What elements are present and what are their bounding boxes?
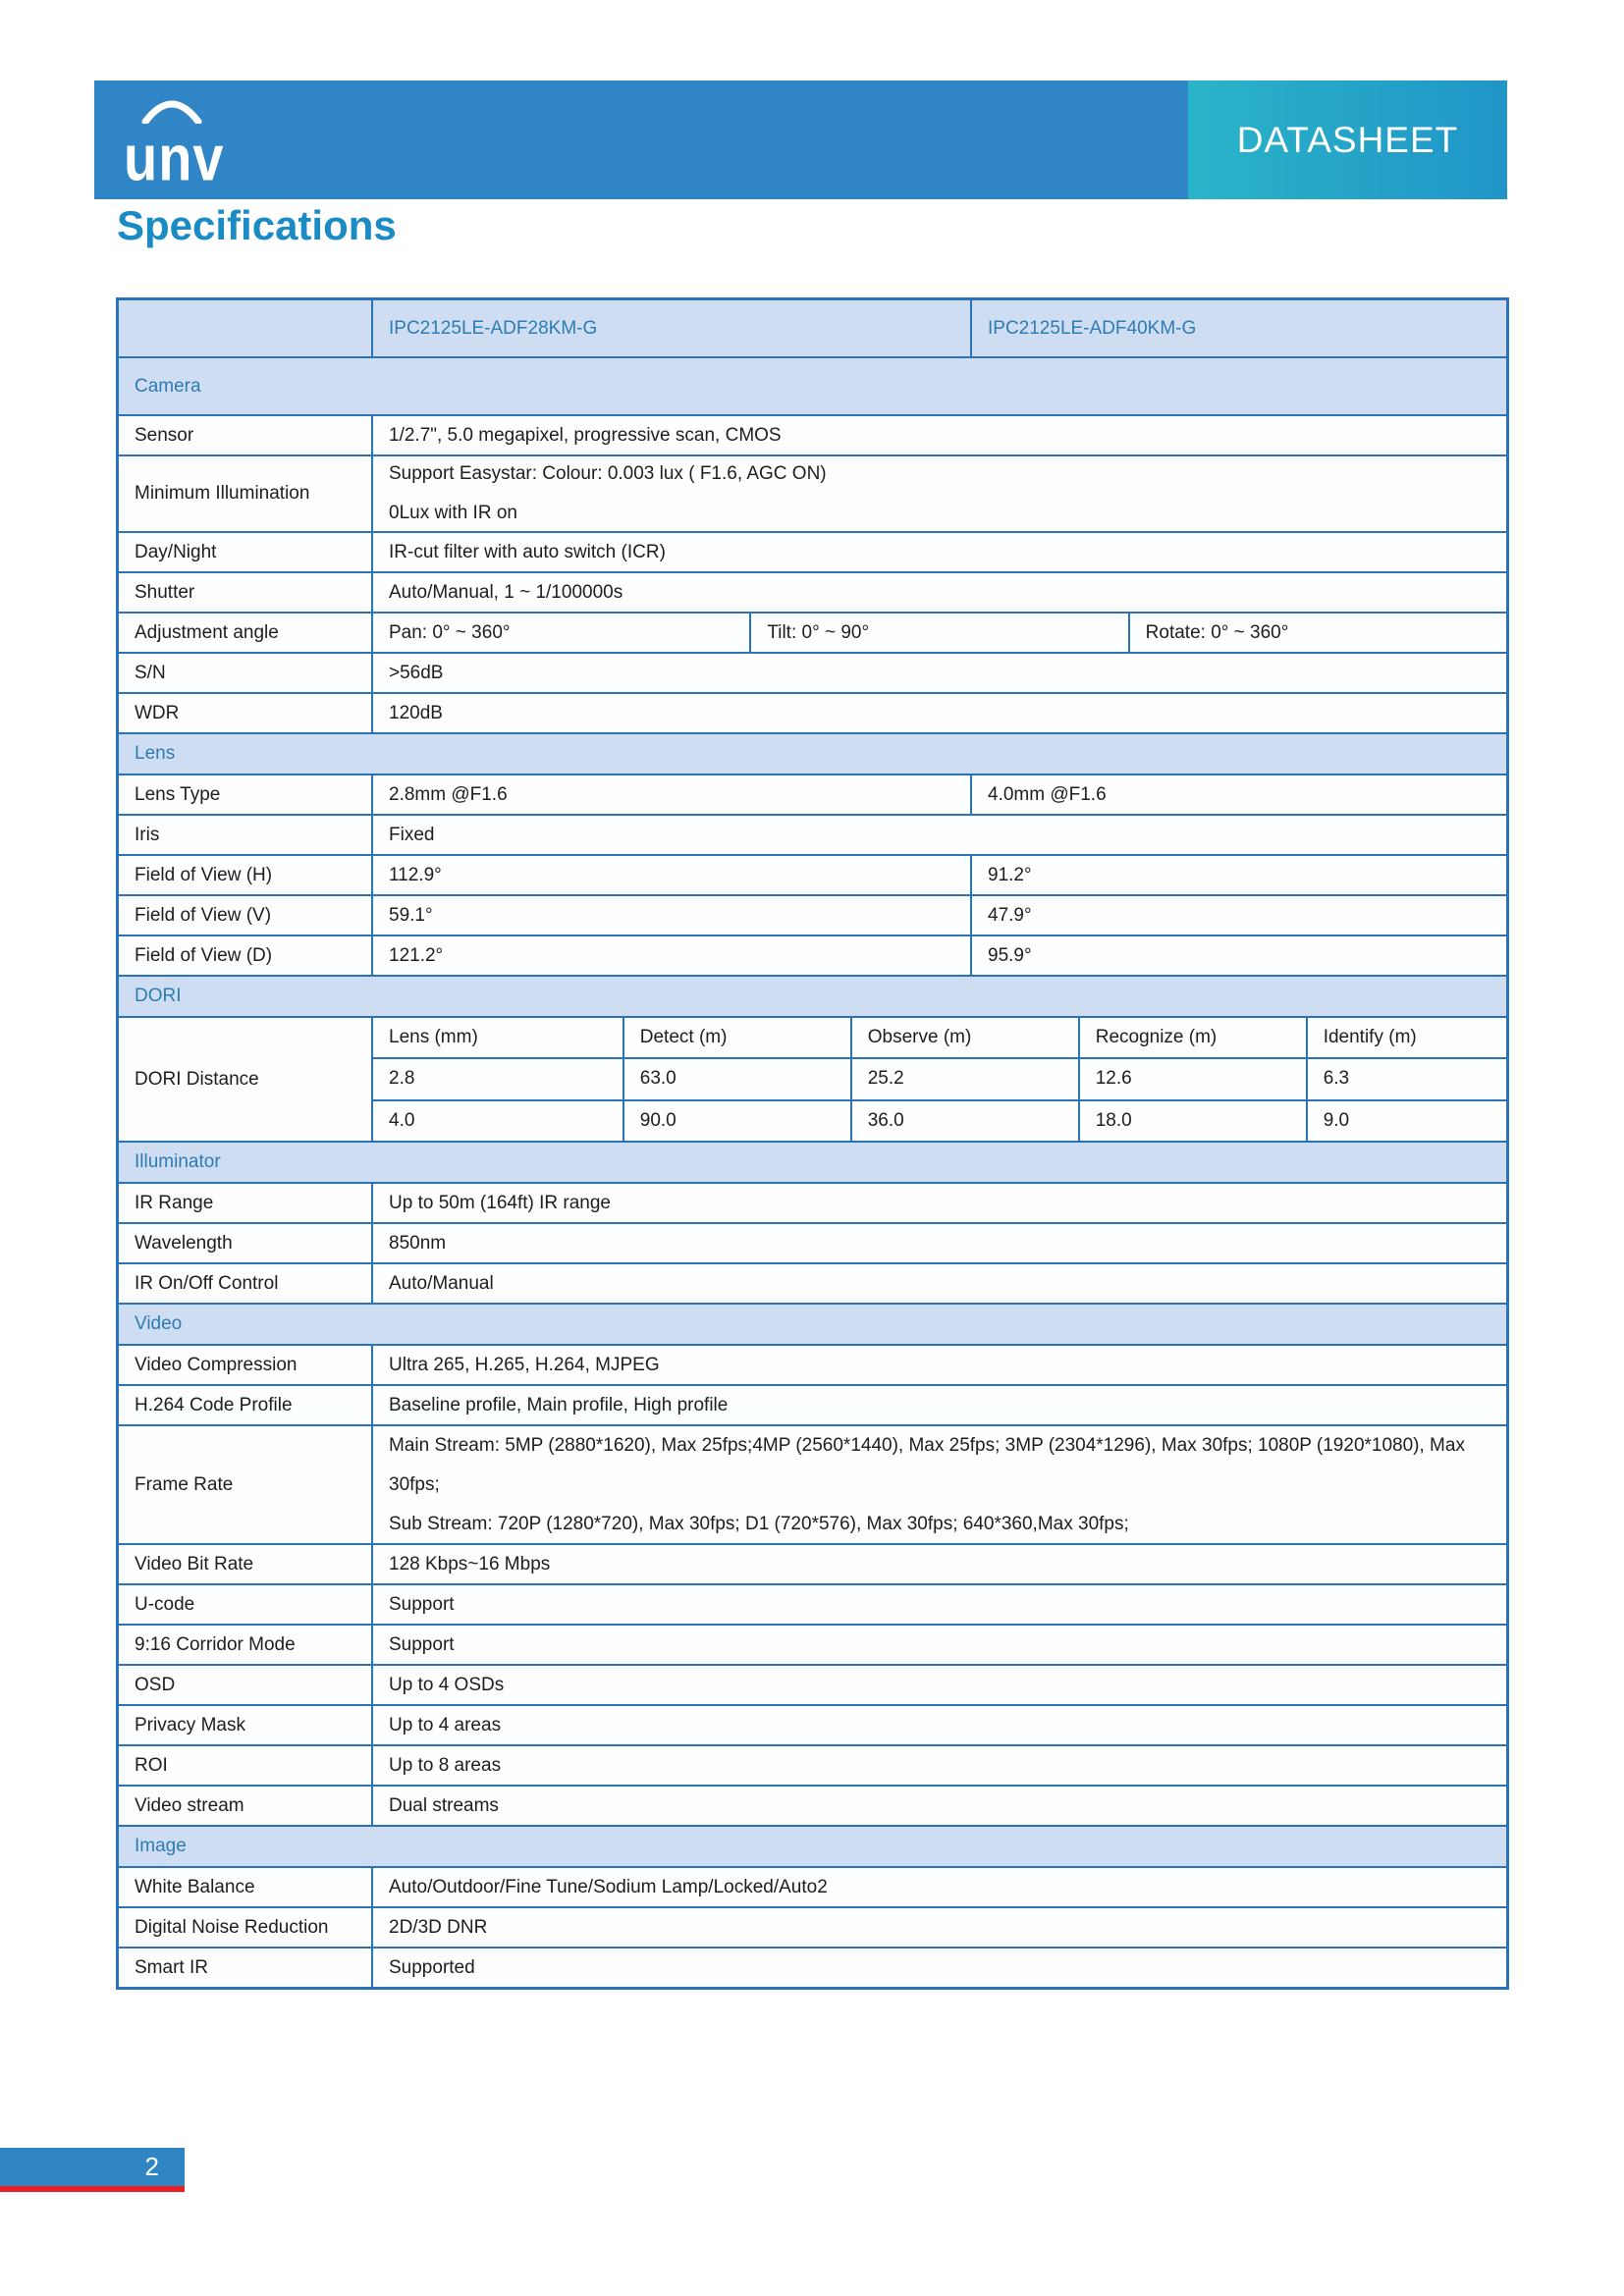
spec-label: OSD bbox=[135, 1674, 176, 1695]
row-lens-type bbox=[119, 774, 1506, 814]
row-sensor bbox=[119, 414, 1506, 454]
spec-label: IR Range bbox=[135, 1192, 214, 1213]
spec-label: Field of View (D) bbox=[135, 944, 273, 966]
row-corridor-mode bbox=[119, 1624, 1506, 1664]
spec-value-line: Sub Stream: 720P (1280*720), Max 30fps; D1 (720*576), Max 30fps; 640*360,Max 30fps; bbox=[389, 1513, 1129, 1534]
dori-cell: 25.2 bbox=[850, 1059, 1078, 1098]
dori-data-row bbox=[371, 1099, 1506, 1141]
spec-label: H.264 Code Profile bbox=[135, 1394, 293, 1415]
dori-cell: 90.0 bbox=[623, 1101, 850, 1141]
section-title: Video bbox=[135, 1313, 183, 1334]
spec-value: Auto/Manual, 1 ~ 1/100000s bbox=[371, 573, 1506, 612]
spec-value-model2: 95.9° bbox=[970, 936, 1506, 975]
row-roi bbox=[119, 1744, 1506, 1785]
spec-value-line: 0Lux with IR on bbox=[389, 503, 517, 523]
row-iris bbox=[119, 814, 1506, 854]
spec-value: Supported bbox=[371, 1949, 1506, 1987]
dori-cell: 63.0 bbox=[623, 1059, 850, 1098]
spec-value-model2: 4.0mm @F1.6 bbox=[970, 775, 1506, 814]
spec-value-model1: 112.9° bbox=[371, 856, 970, 894]
row-fov-d bbox=[119, 934, 1506, 975]
row-ir-range bbox=[119, 1182, 1506, 1222]
spec-label: Iris bbox=[135, 824, 160, 845]
model-header-empty-cell bbox=[119, 300, 371, 356]
row-osd bbox=[119, 1664, 1506, 1704]
model-header-row bbox=[119, 300, 1506, 356]
spec-value: Ultra 265, H.265, H.264, MJPEG bbox=[371, 1346, 1506, 1384]
spec-label: Frame Rate bbox=[135, 1473, 234, 1495]
spec-label: Sensor bbox=[135, 424, 194, 446]
spec-value: 850nm bbox=[371, 1224, 1506, 1262]
dori-col-header: Recognize (m) bbox=[1078, 1018, 1306, 1057]
spec-label: Privacy Mask bbox=[135, 1714, 245, 1735]
section-title: Camera bbox=[135, 375, 201, 397]
section-image bbox=[119, 1825, 1506, 1866]
page-title: Specifications bbox=[117, 202, 397, 248]
section-lens bbox=[119, 732, 1506, 774]
section-illuminator bbox=[119, 1141, 1506, 1182]
model-name-2: IPC2125LE-ADF40KM-G bbox=[970, 300, 1506, 356]
section-camera bbox=[119, 356, 1506, 414]
page-number: 2 bbox=[144, 2152, 159, 2181]
model-name-1: IPC2125LE-ADF28KM-G bbox=[371, 300, 970, 356]
spec-label: Minimum Illumination bbox=[135, 483, 310, 504]
spec-value: Up to 4 areas bbox=[371, 1706, 1506, 1744]
spec-value-tilt: Tilt: 0° ~ 90° bbox=[749, 614, 1127, 652]
spec-label: 9:16 Corridor Mode bbox=[135, 1633, 296, 1655]
spec-label: Video stream bbox=[135, 1794, 244, 1816]
spec-value-pan: Pan: 0° ~ 360° bbox=[371, 614, 749, 652]
spec-label: S/N bbox=[135, 662, 166, 683]
spec-label: ROI bbox=[135, 1754, 168, 1776]
row-fov-v bbox=[119, 894, 1506, 934]
spec-value: Up to 4 OSDs bbox=[371, 1666, 1506, 1704]
spec-value: IR-cut filter with auto switch (ICR) bbox=[371, 533, 1506, 571]
datasheet-badge bbox=[1188, 80, 1507, 199]
row-video-compression bbox=[119, 1344, 1506, 1384]
dori-cell: 12.6 bbox=[1078, 1059, 1306, 1098]
spec-label: WDR bbox=[135, 702, 180, 723]
row-ir-control bbox=[119, 1262, 1506, 1303]
row-wdr bbox=[119, 692, 1506, 732]
spec-label: Adjustment angle bbox=[135, 621, 279, 643]
spec-label: Day/Night bbox=[135, 541, 217, 562]
spec-value-model2: 47.9° bbox=[970, 896, 1506, 934]
spec-label: U-code bbox=[135, 1593, 195, 1615]
spec-value: Baseline profile, Main profile, High profile bbox=[371, 1386, 1506, 1424]
row-privacy-mask bbox=[119, 1704, 1506, 1744]
datasheet-label: DATASHEET bbox=[1236, 119, 1459, 160]
section-title: Lens bbox=[135, 743, 176, 764]
row-wavelength bbox=[119, 1222, 1506, 1262]
row-adjustment-angle bbox=[119, 612, 1506, 652]
row-h264-profile bbox=[119, 1384, 1506, 1424]
dori-cell: 6.3 bbox=[1306, 1059, 1506, 1098]
spec-label: Field of View (V) bbox=[135, 904, 272, 926]
row-video-stream bbox=[119, 1785, 1506, 1825]
spec-label: Smart IR bbox=[135, 1956, 208, 1978]
spec-value: Dual streams bbox=[371, 1787, 1506, 1825]
dori-cell: 36.0 bbox=[850, 1101, 1078, 1141]
row-day-night bbox=[119, 531, 1506, 571]
dori-data-row bbox=[371, 1057, 1506, 1098]
section-video bbox=[119, 1303, 1506, 1344]
spec-value: Up to 50m (164ft) IR range bbox=[371, 1184, 1506, 1222]
section-dori bbox=[119, 975, 1506, 1016]
logo-text: unv bbox=[124, 121, 225, 194]
section-title: Image bbox=[135, 1836, 187, 1856]
dori-col-header: Observe (m) bbox=[850, 1018, 1078, 1057]
unv-logo bbox=[124, 92, 242, 194]
spec-label: Field of View (H) bbox=[135, 864, 273, 885]
spec-value-rotate: Rotate: 0° ~ 360° bbox=[1128, 614, 1506, 652]
row-dori-distance bbox=[119, 1016, 1506, 1141]
row-sn bbox=[119, 652, 1506, 692]
spec-value-line: Main Stream: 5MP (2880*1620), Max 25fps;4MP (2560*1440), Max 25fps; 3MP (2304*1296), Max 30fps; 1080P (1920*1080), Max 30fps; bbox=[389, 1434, 1465, 1495]
row-white-balance bbox=[119, 1866, 1506, 1906]
row-digital-noise-reduction bbox=[119, 1906, 1506, 1947]
row-fov-h bbox=[119, 854, 1506, 894]
spec-value: Support bbox=[371, 1626, 1506, 1664]
spec-value bbox=[371, 456, 1506, 531]
dori-header-row bbox=[371, 1018, 1506, 1057]
spec-table bbox=[116, 297, 1509, 1990]
spec-value: 2D/3D DNR bbox=[371, 1908, 1506, 1947]
spec-value: 128 Kbps~16 Mbps bbox=[371, 1545, 1506, 1583]
spec-label: Lens Type bbox=[135, 783, 221, 805]
spec-label: IR On/Off Control bbox=[135, 1272, 279, 1294]
spec-value: 1/2.7", 5.0 megapixel, progressive scan, CMOS bbox=[371, 416, 1506, 454]
footer-red-bar bbox=[0, 2186, 185, 2192]
spec-value: Support bbox=[371, 1585, 1506, 1624]
dori-col-header: Detect (m) bbox=[623, 1018, 850, 1057]
spec-label: DORI Distance bbox=[135, 1068, 259, 1090]
dori-col-header: Identify (m) bbox=[1306, 1018, 1506, 1057]
section-title: Illuminator bbox=[135, 1151, 221, 1172]
row-smart-ir bbox=[119, 1947, 1506, 1987]
section-title: DORI bbox=[135, 986, 182, 1006]
spec-label: White Balance bbox=[135, 1876, 255, 1897]
spec-label: Digital Noise Reduction bbox=[135, 1916, 329, 1938]
row-video-bit-rate bbox=[119, 1543, 1506, 1583]
spec-value-line: Support Easystar: Colour: 0.003 lux ( F1.6, AGC ON) bbox=[389, 463, 827, 484]
spec-label: Video Compression bbox=[135, 1354, 298, 1375]
header-banner bbox=[94, 80, 1507, 199]
row-u-code bbox=[119, 1583, 1506, 1624]
spec-value: Up to 8 areas bbox=[371, 1746, 1506, 1785]
dori-cell: 2.8 bbox=[371, 1059, 623, 1098]
spec-value: Fixed bbox=[371, 816, 1506, 854]
spec-label: Shutter bbox=[135, 581, 195, 603]
dori-cell: 18.0 bbox=[1078, 1101, 1306, 1141]
row-frame-rate bbox=[119, 1424, 1506, 1543]
dori-grid bbox=[371, 1018, 1506, 1141]
dori-cell: 4.0 bbox=[371, 1101, 623, 1141]
spec-value-model2: 91.2° bbox=[970, 856, 1506, 894]
row-minimum-illumination bbox=[119, 454, 1506, 531]
spec-label: Wavelength bbox=[135, 1232, 233, 1254]
spec-value-model1: 121.2° bbox=[371, 936, 970, 975]
spec-value: Auto/Manual bbox=[371, 1264, 1506, 1303]
row-shutter bbox=[119, 571, 1506, 612]
spec-value: >56dB bbox=[371, 654, 1506, 692]
spec-value bbox=[371, 1426, 1506, 1543]
dori-cell: 9.0 bbox=[1306, 1101, 1506, 1141]
spec-label: Video Bit Rate bbox=[135, 1553, 254, 1575]
spec-value-model1: 2.8mm @F1.6 bbox=[371, 775, 970, 814]
page-number-badge bbox=[0, 2148, 185, 2186]
spec-value-model1: 59.1° bbox=[371, 896, 970, 934]
dori-col-header: Lens (mm) bbox=[371, 1018, 623, 1057]
spec-value: 120dB bbox=[371, 694, 1506, 732]
spec-value: Auto/Outdoor/Fine Tune/Sodium Lamp/Locked/Auto2 bbox=[371, 1868, 1506, 1906]
